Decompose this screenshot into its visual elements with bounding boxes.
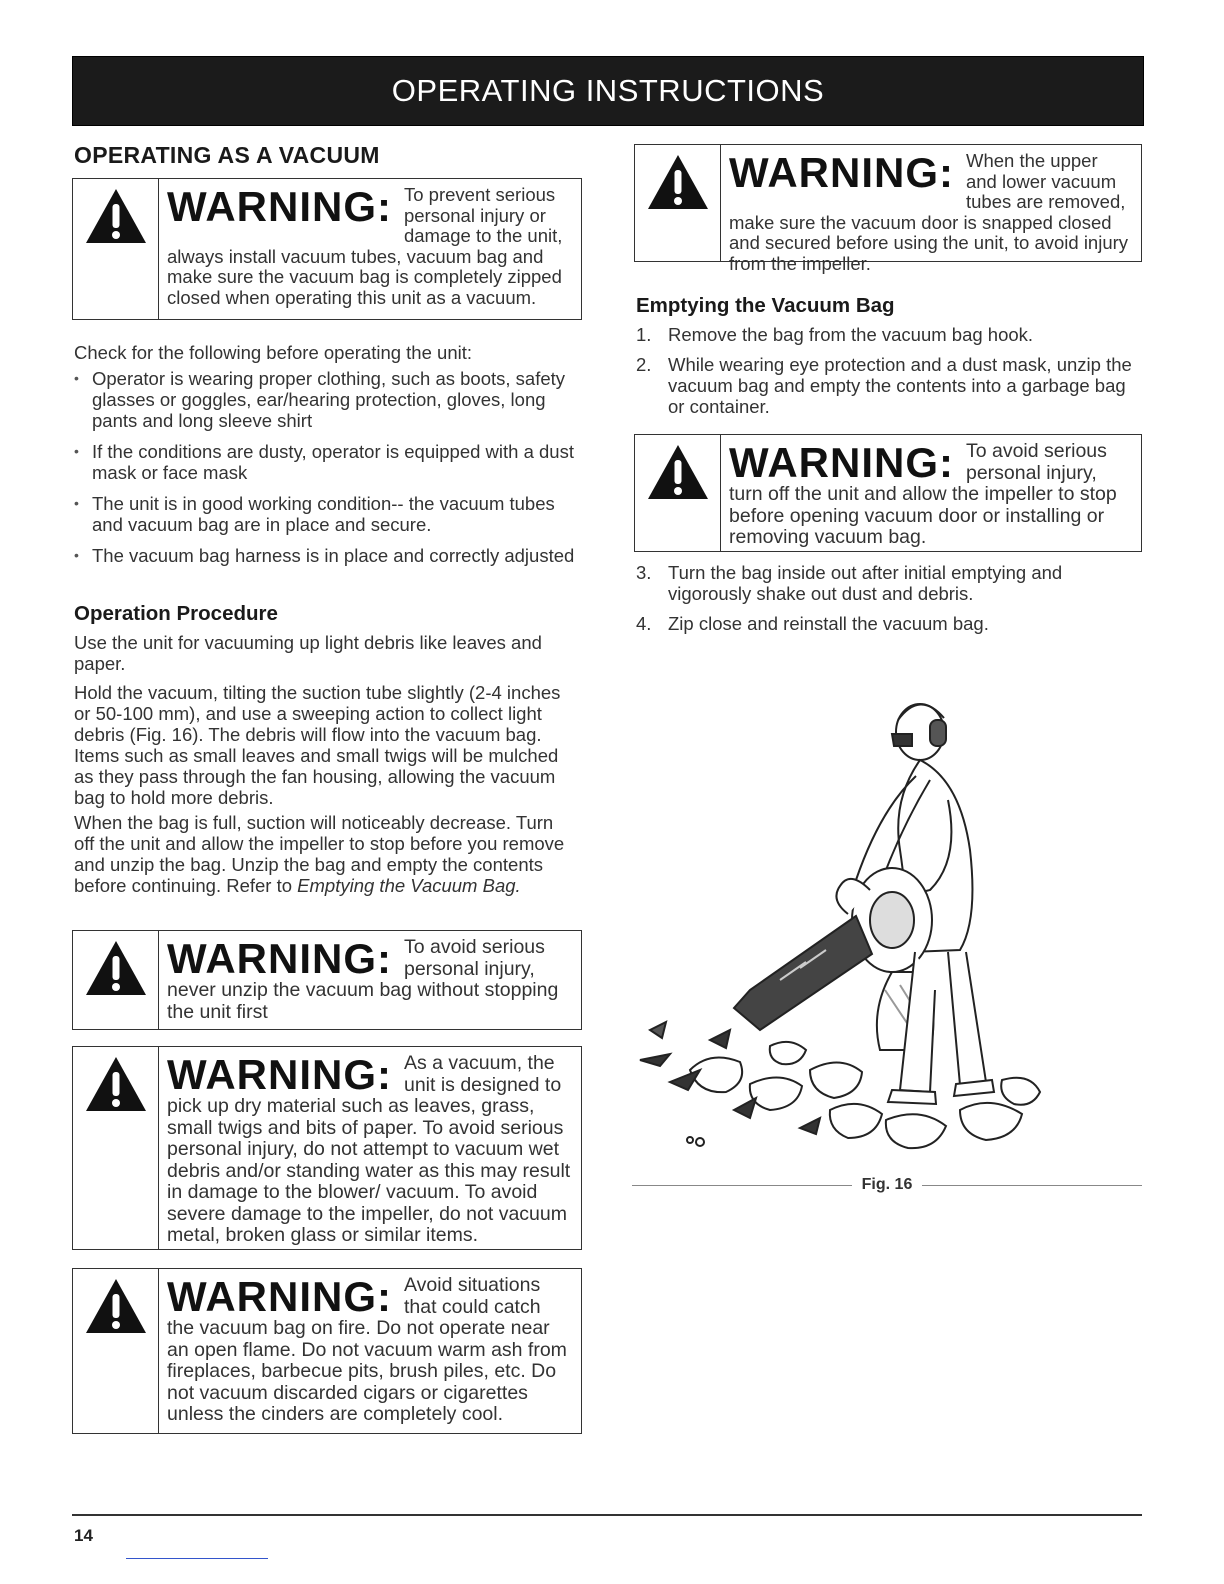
warning-label: WARNING: <box>167 1051 392 1098</box>
warning-triangle-icon <box>73 931 159 1029</box>
warning-triangle-icon <box>73 179 159 319</box>
footer-link-underline <box>126 1558 268 1559</box>
warning-text: As a vacuum, the unit is designed to pick up dry material such as leaves, grass, small twigs and bits of paper. To avoid serious personal injury, do not attempt to vacuum wet debris and/or standing water as this may result in damage to the blower/ vacuum. To avoid severe damage to the impeller, do not vacuum metal, broken glass or similar items. <box>167 1052 571 1246</box>
caption-rule-right <box>922 1185 1142 1186</box>
list-item: • The unit is in good working condition-- the vacuum tubes and vacuum bag are in place and secure. <box>74 493 578 535</box>
warning-box-1 <box>72 178 582 320</box>
page-number: 14 <box>74 1526 93 1545</box>
warning-label: WARNING: <box>167 183 392 230</box>
procedure-paragraph-1: Use the unit for vacuuming up light debris like leaves and paper. <box>74 632 542 674</box>
list-item: • Operator is wearing proper clothing, such as boots, safety glasses or goggles, ear/hearing protection, gloves, long pants and long sleeve shirt <box>74 368 578 431</box>
step-text: Remove the bag from the vacuum bag hook. <box>668 324 1034 345</box>
warning-box-2 <box>72 930 582 1030</box>
step-number: 3. <box>636 562 652 583</box>
procedure-paragraph-2: Hold the vacuum, tilting the suction tube slightly (2-4 inches or 50-100 mm), and use a sweeping action to collect light debris (Fig. 16). The debris will flow into the vacuum bag. Items such as small leaves and small twigs will be mulched as they pass through the fan housing, allowing the vacuum bag to hold more debris. <box>74 682 561 808</box>
caption-rule-left <box>632 1185 852 1186</box>
section-title: OPERATING AS A VACUUM <box>74 142 380 168</box>
warning-text: To avoid serious personal injury, never unzip the vacuum bag without stopping the unit first <box>167 936 559 1023</box>
figure-caption <box>632 1174 1142 1196</box>
emptying-reference: Emptying the Vacuum Bag. <box>297 875 521 896</box>
vacuum-operation-illustration <box>630 690 1050 1160</box>
check-intro: Check for the following before operating the unit: <box>74 342 472 363</box>
section-banner <box>72 56 1144 126</box>
operation-procedure-heading: Operation Procedure <box>74 602 278 625</box>
banner-title: OPERATING INSTRUCTIONS <box>391 73 825 108</box>
warning-box-6 <box>634 434 1142 552</box>
step-number: 4. <box>636 613 652 634</box>
emptying-steps-b <box>636 562 1140 643</box>
warning-box-4 <box>72 1268 582 1434</box>
emptying-heading: Emptying the Vacuum Bag <box>636 294 895 317</box>
warning-text: When the upper and lower vacuum tubes are removed, make sure the vacuum door is snapped closed and secured before using the unit, to avoid injury from the impeller. <box>729 150 1129 274</box>
step-number: 2. <box>636 354 652 375</box>
warning-triangle-icon <box>635 435 721 551</box>
warning-text: To prevent serious personal injury or damage to the unit, always install vacuum tubes, vacuum bag and make sure the vacuum bag is completely zipped closed when operating this unit as a vacuum. <box>167 184 563 308</box>
warning-box-5 <box>634 144 1142 274</box>
warning-label: WARNING: <box>167 935 392 982</box>
list-item <box>636 562 1140 604</box>
warning-triangle-icon <box>635 145 721 261</box>
list-item: • The vacuum bag harness is in place and correctly adjusted <box>74 545 578 566</box>
list-item <box>636 613 1140 634</box>
warning-label: WARNING: <box>167 1273 392 1320</box>
check-list <box>74 368 578 576</box>
procedure-paragraph-3 <box>74 812 578 896</box>
emptying-steps-a <box>636 324 1140 426</box>
step-text: Zip close and reinstall the vacuum bag. <box>668 613 989 634</box>
step-number: 1. <box>636 324 652 345</box>
warning-triangle-icon <box>73 1047 159 1249</box>
figure-label: Fig. 16 <box>861 1176 913 1193</box>
warning-box-3 <box>72 1046 582 1250</box>
warning-label: WARNING: <box>729 149 954 196</box>
procedure-paragraph-3-text: When the bag is full, suction will noticeably decrease. Turn off the unit and allow the impeller to stop before you remove and unzip the bag. Unzip the bag and empty the contents before continuing. Refer to <box>74 812 565 896</box>
list-item <box>636 354 1140 417</box>
warning-triangle-icon <box>73 1269 159 1433</box>
step-text: Turn the bag inside out after initial emptying and vigorously shake out dust and debris. <box>668 562 1063 604</box>
footer-rule <box>72 1514 1142 1516</box>
step-text: While wearing eye protection and a dust mask, unzip the vacuum bag and empty the contents into a garbage bag or container. <box>668 354 1132 417</box>
list-item <box>636 324 1140 345</box>
warning-text: To avoid serious personal injury, turn off the unit and allow the impeller to stop before opening vacuum door or installing or removing vacuum bag. <box>729 440 1117 548</box>
list-item: • If the conditions are dusty, operator is equipped with a dust mask or face mask <box>74 441 578 483</box>
warning-label: WARNING: <box>729 439 954 486</box>
warning-text: Avoid situations that could catch the vacuum bag on fire. Do not operate near an open flame. Do not vacuum warm ash from fireplaces, barbecue pits, brush piles, etc. Do not vacuum discarded cigars or cigarettes unless the cinders are completely cool. <box>167 1274 567 1425</box>
